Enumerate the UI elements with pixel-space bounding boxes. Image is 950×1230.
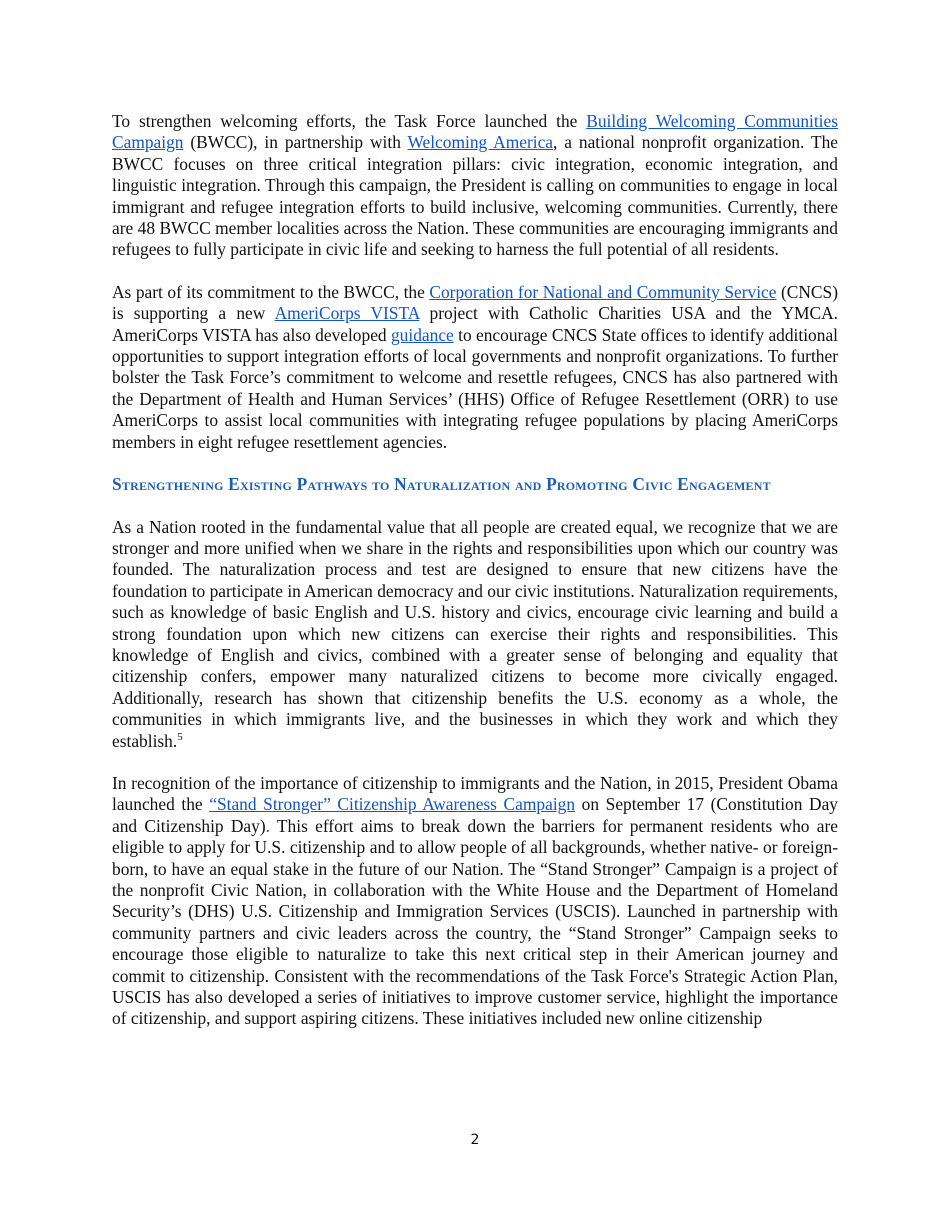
- text: (BWCC), in partnership with: [183, 132, 408, 153]
- text: to encourage CNCS State offices to identify additional opportunities to support integration efforts of local governments and nonprofit organizations. To further bolster the Task Force’s commitment to welcome and resettle refugees, CNCS has also partnered with the Department of Health and Human Services’ (HHS) Office of Refugee Resettlement (ORR) to use AmeriCorps to assist local communities with integrating refugee populations by placing AmeriCorps members in eight refugee resettlement agencies.: [112, 324, 838, 452]
- text: As part of its commitment to the BWCC, the: [112, 281, 430, 302]
- link-building-welcoming-communities-campaign[interactable]: Building Welcoming Communities Campaign: [112, 111, 838, 153]
- paragraph-naturalization: [112, 517, 838, 752]
- link-welcoming-america[interactable]: Welcoming America: [407, 132, 554, 153]
- text: .: [265, 815, 270, 836]
- footnote-marker[interactable]: 5: [177, 730, 183, 743]
- section-heading: Strengthening Existing Pathways to Naturalization and Promoting Civic Engagement: [112, 474, 771, 495]
- text: (CNCS) is supporting a new: [112, 281, 838, 324]
- text: To strengthen welcoming efforts, the Task Force launched the: [112, 111, 587, 131]
- paragraph-stand-stronger: [112, 773, 838, 1030]
- text: on September 17 (Constitution Day and Citizenship Day): [112, 794, 838, 836]
- text: In recognition of the importance of citizenship to immigrants and the Nation, in 2015, President Obama launched the: [112, 772, 838, 815]
- link-cncs[interactable]: Corporation for National and Community Service: [429, 281, 777, 302]
- link-guidance[interactable]: guidance: [390, 324, 454, 345]
- text: As a Nation rooted in the fundamental value that all people are created equal, we recognize that we are stronger and more unified when we share in the rights and responsibilities upon which our country was founded. The naturalization process and test are designed to ensure that new citizens have the foundation to participate in American democracy and our civic institutions. Naturalization requirements, such as knowledge of basic English and U.S. history and civics, encourage civic learning and build a strong foundation upon which new citizens can exercise their rights and responsibilities. This knowledge of English and civics, combined with a greater sense of belonging and equality that citizenship confers, empower many naturalized citizens to become more civically engaged. Additionally, research has shown that citizenship benefits the U.S. economy as a whole, the communities in which immigrants live, and the businesses in which they work and which they establish.: [112, 516, 838, 751]
- document-page: [112, 111, 838, 1051]
- text: project with Catholic Charities USA and the YMCA. AmeriCorps VISTA has also developed: [112, 303, 838, 345]
- link-americorps-vista[interactable]: AmeriCorps VISTA: [274, 303, 420, 324]
- paragraph-cncs: [112, 282, 838, 453]
- text: , a national nonprofit organization. The BWCC focuses on three critical integration pillars: civic integration, economic integration, and linguistic integration. Through this campaign, the President is calling on communities to engage in local immigrant and refugee integration efforts to build inclusive, welcoming communities. Currently, there are 48 BWCC member localities across the Nation. These communities are encouraging immigrants and refugees to fully participate in civic life and seeking to harness the full potential of all residents.: [112, 132, 838, 260]
- link-stand-stronger-campaign[interactable]: “Stand Stronger” Citizenship Awareness Campaign: [209, 794, 576, 815]
- paragraph-bwcc: [112, 111, 838, 261]
- text: This effort aims to break down the barriers for permanent residents who are eligible to apply for U.S. citizenship and to allow people of all backgrounds, whether native- or foreign-born, to have an equal stake in the future of our Nation. The “Stand Stronger” Campaign is a project of the nonprofit Civic Nation, in collaboration with the White House and the Department of Homeland Security’s (DHS) U.S. Citizenship and Immigration Services (USCIS). Launched in partnership with community partners and civic leaders across the country, the “Stand Stronger” Campaign seeks to encourage those eligible to naturalize to take this next critical step in their American journey and commit to citizenship. Consistent with the recommendations of the Task Force's Strategic Action Plan, USCIS has also developed a series of initiatives to improve customer service, highlight the importance of citizenship, and support aspiring citizens. These initiatives included new online citizenship: [112, 815, 838, 1029]
- page-number: 2: [470, 1132, 480, 1148]
